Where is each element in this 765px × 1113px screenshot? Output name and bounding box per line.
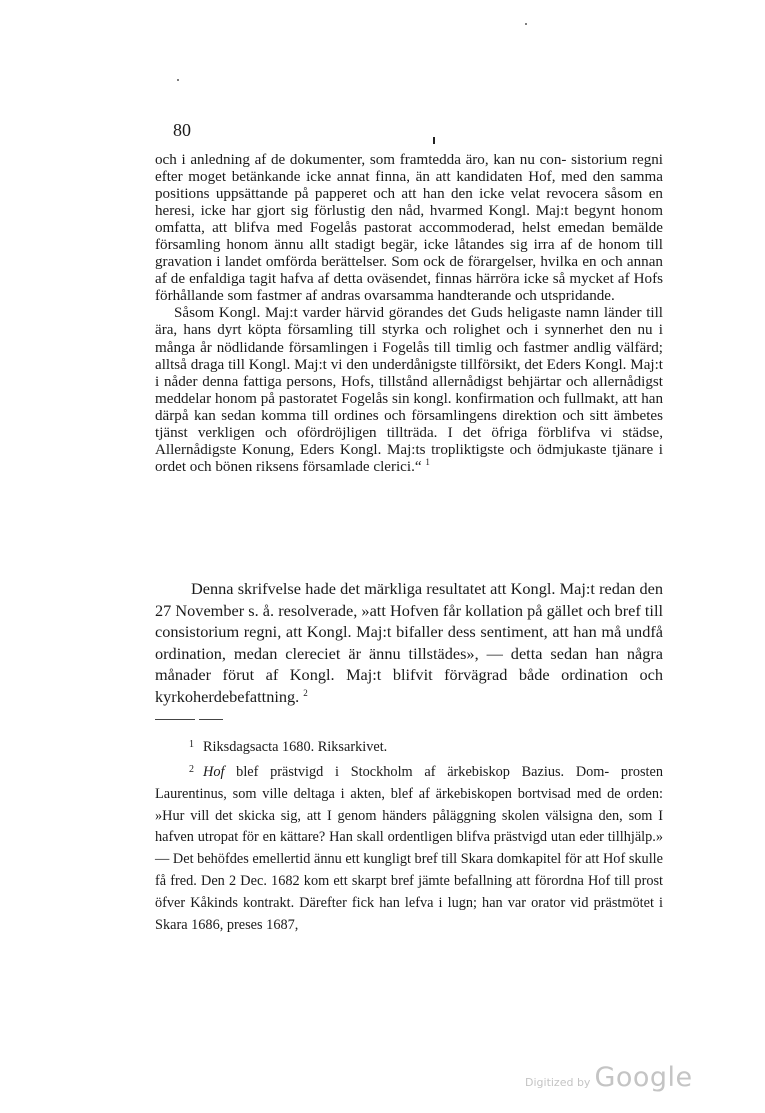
quote-paragraph-2-line: i Fogelås till timlig och fastmer andlig välfärd; alltså draga till — [155, 339, 663, 373]
footnote-2-line: Han skall ordentligen blifva prästvigd utan eder tillhjälp.» — Det behöfdes — [155, 829, 664, 868]
quote-paragraph-1-line: kandidaten Hof, med den samma positions uppsättande på papperet — [155, 169, 663, 203]
footnote-rule — [155, 719, 195, 720]
quote-paragraph-1-line: oväsendet, finnas härröra icke så mycket af Hofs förhållande som — [155, 271, 663, 305]
footnote-2-line: skulle få fred. Den 2 Dec. 1682 kom ett skarpt bref jämte befallning — [155, 851, 663, 890]
stray-dot — [525, 23, 527, 25]
footnote-2-line: lefva i lugn; han var orator vid prästmötet i Skara 1686, preses 1687, — [155, 894, 663, 933]
stray-dot — [177, 79, 179, 81]
quote-paragraph-2-line: i nåder denna fattiga persons, Hofs, tillstånd allernådigst behjärtar — [155, 373, 562, 390]
quote-paragraph-1 — [155, 152, 663, 305]
footnote-2-lead: Hof — [203, 763, 225, 780]
main-paragraph-line: Maj:t blifvit förvägrad både ordination och kyrkoherdebefattning. — [155, 665, 663, 706]
quote-paragraph-1-line: sig förlustig den nåd, hvarmed Kongl. Maj:t begynt honom omfatta, — [155, 203, 663, 237]
watermark-prefix: Digitized by — [525, 1076, 591, 1089]
quote-paragraph-2-line: namn länder till ära, hans dyrt köpta församling till styrka och — [155, 305, 663, 339]
quote-paragraph-1-line: fastmer af andras ovarsamma handterande och utspridande. — [256, 288, 615, 305]
footnote-ref-2: 2 — [303, 687, 308, 698]
footnote-rule — [199, 719, 223, 720]
quote-paragraph-2-line: konfirmation och fullmakt, att han därpå kan sedan komma till ordines — [155, 390, 663, 424]
quote-paragraph-2-line: och allernådigst meddelar honom på pastoratet Fogelås sin kongl. — [155, 373, 663, 407]
main-paragraph-line: på gället och bref till consistorium regni, att Kongl. Maj:t bifaller — [155, 600, 664, 642]
footnote-2-line: bortvisad med de orden: »Hur vill det skicka sig, att I genom händers — [155, 785, 663, 824]
page-number: 80 — [173, 120, 191, 140]
footnote-2-line: emellertid ännu ett kungligt bref till Skara domkapitel för att Hof — [252, 851, 626, 868]
main-paragraph-line: ännu tillstädes», — detta sedan han några månader förut af Kongl. — [155, 643, 664, 685]
footnote-1-line: Riksdagsacta 1680. Riksarkivet. — [203, 739, 388, 755]
quote-paragraph-1-line: förargelser, hvilka en och annan af de enfaldiga tagit hafva af detta — [155, 254, 663, 288]
footnotes — [155, 734, 663, 937]
google-logo: Google — [594, 1062, 693, 1093]
footnote-ref-1: 1 — [425, 456, 430, 467]
main-paragraph-line: dess sentiment, att han må undfå ordination, medan clereciet är — [155, 622, 663, 663]
footnote-2 — [155, 759, 663, 937]
main-paragraph — [155, 578, 663, 708]
main-paragraph-line: redan den 27 November s. å. resolverade, »att Hofven får kollation — [155, 579, 664, 620]
quote-paragraph-2 — [155, 305, 663, 475]
footnote-marker: 2 — [189, 763, 194, 775]
footnote-2-line: prosten Laurentinus, som ville deltaga i akten, blef af ärkebiskopen — [155, 763, 664, 802]
quote-paragraph-2-line: och församlingens direktion och sitt ämbetes tjänst verkligen och — [155, 407, 663, 441]
footnote-1 — [155, 734, 663, 759]
quote-paragraph-1-line: församling honom ännu allt stadigt begär, icke låtandes sig irra af — [155, 237, 573, 254]
footnote-2-line: blef prästvigd i Stockholm af ärkebiskop Bazius. Dom- — [236, 763, 610, 780]
quote-paragraph-2-line: ordet och bönen riksens församlade clerici.“ — [155, 458, 422, 475]
main-paragraph-line: Denna skrifvelse hade det märkliga resultatet att Kongl. Maj:t — [191, 579, 595, 598]
quote-paragraph-2-line: Kongl. Maj:t vi den underdånigste tillförsikt, det Eders Kongl. Maj:t — [248, 356, 663, 373]
footnote-marker: 1 — [189, 739, 194, 750]
footnote-2-line: påläggning skolen välsigna den, som I hafven utropat för en kättare? — [155, 807, 663, 846]
quote-paragraph-1-line: och att han den icke velat revocera såsom en heresi, icke har gjort — [155, 186, 663, 220]
quotation-block — [155, 152, 663, 476]
quote-paragraph-2-line: Konung, Eders Kongl. Maj:ts tropliktigste och ödmjukaste tjänare i — [241, 441, 664, 458]
quote-paragraph-1-line: sistorium regni efter moget betänkande icke annat finna, än att — [155, 152, 663, 186]
quote-paragraph-2-line: Såsom Kongl. Maj:t varder härvid görandes det Guds heligaste — [174, 305, 562, 322]
quote-paragraph-1-line: att blifva med Fogelås pastorat accommoderad, helst emedan bemälde — [212, 220, 664, 237]
quote-paragraph-2-line: rolighet och i synnerhet den nu i många år nödlidande församlingen — [155, 322, 663, 356]
digitized-by-google-watermark — [525, 1062, 693, 1093]
quote-paragraph-2-line: ofördröjligen tillträda. I det öfriga förblifva vi städse, Allernådigste — [155, 424, 663, 458]
stray-mark — [433, 137, 435, 144]
body-text — [155, 578, 663, 708]
quote-paragraph-1-line: och i anledning af de dokumenter, som framtedda äro, kan nu con- — [155, 152, 567, 168]
footnote-2-line: att förordna Hof till prost öfver Kåkinds kontrakt. Därefter fick han — [155, 873, 664, 911]
quote-paragraph-1-line: de honom till gravation i landet omförda berättelser. Som ock de — [155, 237, 663, 271]
